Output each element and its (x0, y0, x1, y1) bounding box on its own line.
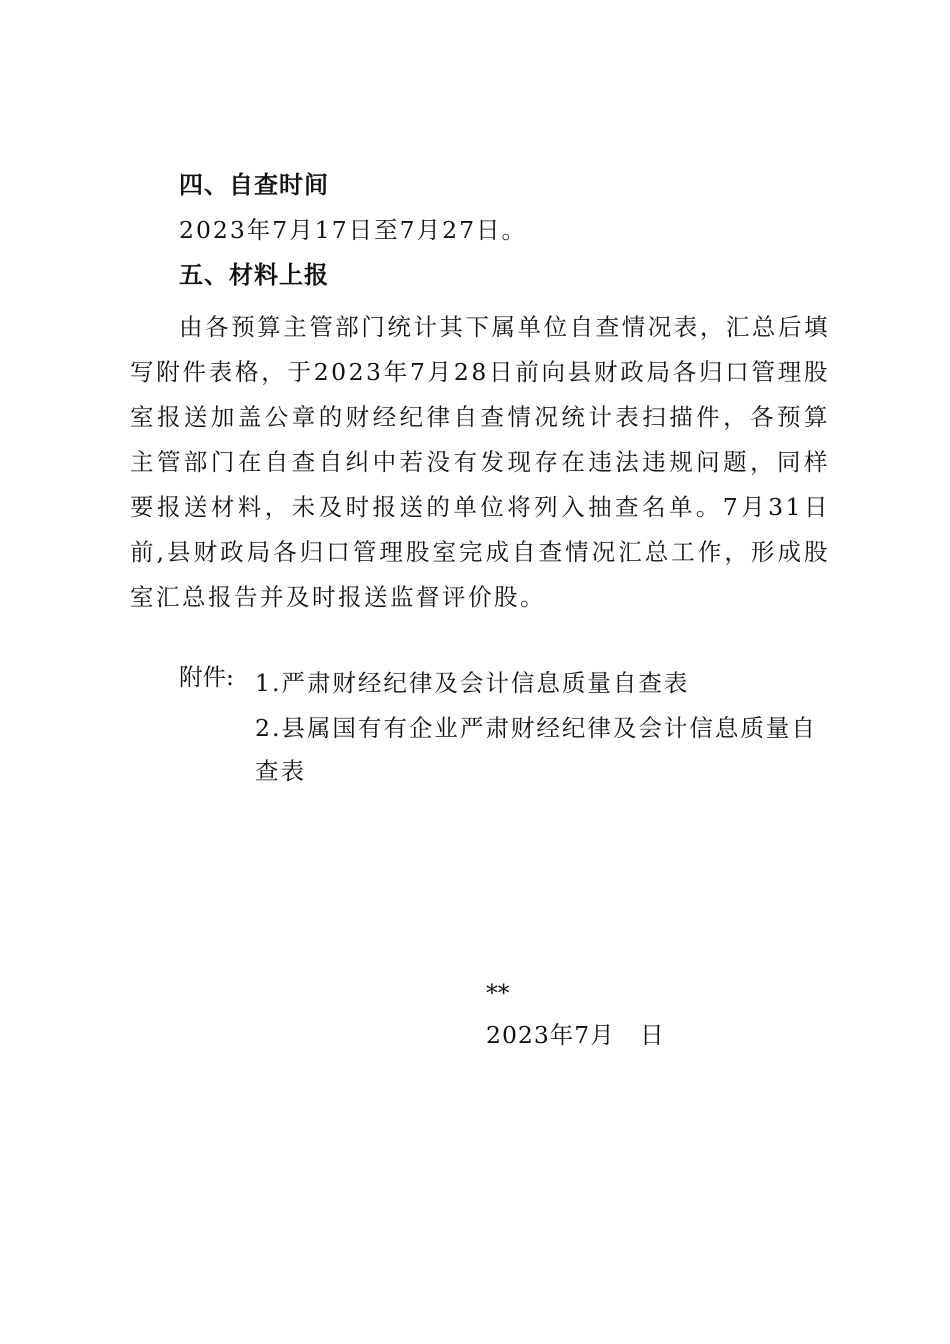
signature-date: 2023年7月 日 (486, 1021, 665, 1049)
submission-paragraph: 由各预算主管部门统计其下属单位自查情况表，汇总后填写附件表格，于2023年7月28日前向县财政局各归口管理股室报送加盖公章的财经纪律自查情况统计表扫描件，各预算主管部门在自查自纠中若没有发现存在违法违规问题，同样要报送材料，未及时报送的单位将列入抽查名单。7月31日前,县财政局各归口管理股室完成自查情况汇总工作，形成股室汇总报告并及时报送监督评价股。 (130, 313, 830, 611)
attachments-label: 附件: (179, 663, 234, 691)
self-check-period: 2023年7月17日至7月27日。 (179, 216, 528, 244)
attachments-list (255, 662, 835, 793)
attachment-item: 2.县属国有有企业严肃财经纪律及会计信息质量自查表 (255, 714, 817, 785)
section-five-heading: 五、材料上报 (179, 261, 329, 289)
section-four-heading: 四、自查时间 (179, 171, 329, 199)
signature-organization: ** (486, 979, 510, 1007)
attachment-item: 1.严肃财经纪律及会计信息质量自查表 (255, 669, 690, 697)
